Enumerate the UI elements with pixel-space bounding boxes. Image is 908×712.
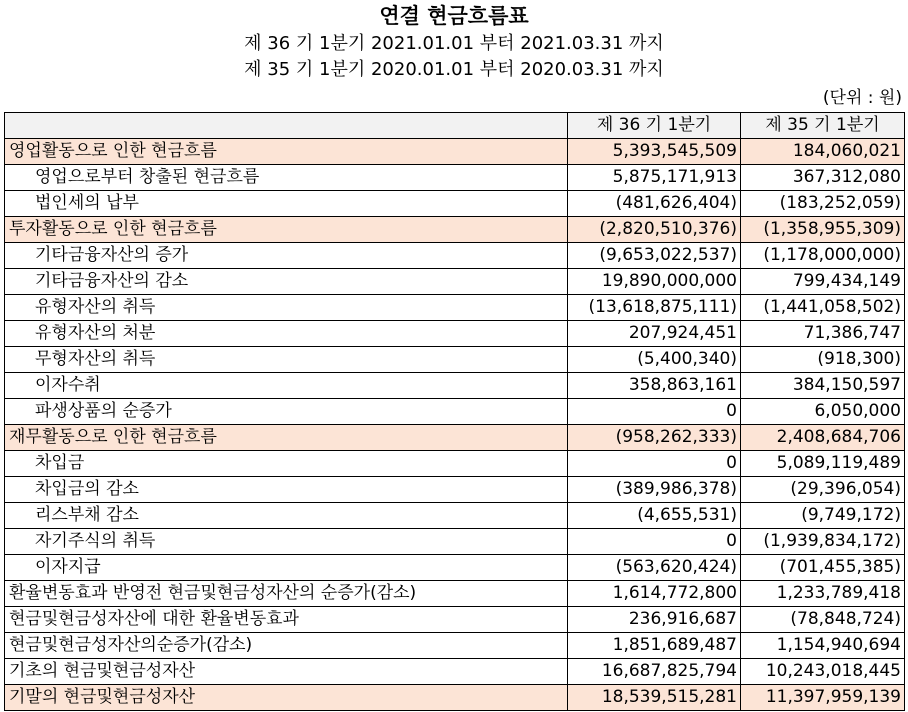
table-row [5,139,905,165]
prior-period-value: (1,441,058,502) [741,295,905,321]
table-row [5,659,905,685]
prior-period-value: (9,749,172) [741,503,905,529]
prior-period-value: 367,312,080 [741,165,905,191]
header-current-period: 제 36 기 1분기 [568,113,741,139]
row-label: 투자활동으로 인한 현금흐름 [5,217,568,243]
table-row [5,191,905,217]
prior-period-value: (29,396,054) [741,477,905,503]
table-row [5,607,905,633]
current-period-value: 358,863,161 [568,373,741,399]
prior-period-value: (1,358,955,309) [741,217,905,243]
prior-period-value: 184,060,021 [741,139,905,165]
table-row [5,373,905,399]
prior-period-value: (701,455,385) [741,555,905,581]
unit-label: (단위 : 원) [822,88,902,108]
current-period-value: 19,890,000,000 [568,269,741,295]
current-period-value: (389,986,378) [568,477,741,503]
current-period-value: (958,262,333) [568,425,741,451]
table-row [5,347,905,373]
current-period-value: 207,924,451 [568,321,741,347]
table-row [5,685,905,711]
current-period-value: (2,820,510,376) [568,217,741,243]
prior-period-value: 10,243,018,445 [741,659,905,685]
current-period-value: 236,916,687 [568,607,741,633]
prior-period-value: 71,386,747 [741,321,905,347]
current-period-value: (5,400,340) [568,347,741,373]
table-row [5,581,905,607]
row-label: 현금및현금성자산의순증가(감소) [5,633,568,659]
row-label: 기타금융자산의 감소 [5,269,568,295]
row-label: 영업으로부터 창출된 현금흐름 [5,165,568,191]
current-period-value: (9,653,022,537) [568,243,741,269]
prior-period-value: (183,252,059) [741,191,905,217]
row-label: 기말의 현금및현금성자산 [5,685,568,711]
period-prior: 제 35 기 1분기 2020.01.01 부터 2020.03.31 까지 [244,59,664,80]
prior-period-value: (1,939,834,172) [741,529,905,555]
row-label: 기초의 현금및현금성자산 [5,659,568,685]
current-period-value: (13,618,875,111) [568,295,741,321]
row-label: 차입금 [5,451,568,477]
row-label: 유형자산의 취득 [5,295,568,321]
table-row [5,477,905,503]
table-row [5,165,905,191]
table-row [5,217,905,243]
prior-period-value: 6,050,000 [741,399,905,425]
table-row [5,295,905,321]
prior-period-value: 384,150,597 [741,373,905,399]
prior-period-value: 11,397,959,139 [741,685,905,711]
header-label-cell [5,113,568,139]
cash-flow-table [4,112,905,711]
table-header-row [5,113,905,139]
prior-period-value: 1,233,789,418 [741,581,905,607]
table-row [5,243,905,269]
row-label: 기타금융자산의 증가 [5,243,568,269]
row-label: 파생상품의 순증가 [5,399,568,425]
current-period-value: 0 [568,451,741,477]
table-row [5,555,905,581]
table-row [5,425,905,451]
prior-period-value: (78,848,724) [741,607,905,633]
row-label: 리스부채 감소 [5,503,568,529]
row-label: 현금및현금성자산에 대한 환율변동효과 [5,607,568,633]
row-label: 재무활동으로 인한 현금흐름 [5,425,568,451]
current-period-value: 1,851,689,487 [568,633,741,659]
statement-title: 연결 현금흐름표 [379,4,529,28]
prior-period-value: (1,178,000,000) [741,243,905,269]
current-period-value: 0 [568,399,741,425]
row-label: 자기주식의 취득 [5,529,568,555]
current-period-value: 5,875,171,913 [568,165,741,191]
current-period-value: 16,687,825,794 [568,659,741,685]
table-row [5,321,905,347]
row-label: 영업활동으로 인한 현금흐름 [5,139,568,165]
table-row [5,399,905,425]
prior-period-value: (918,300) [741,347,905,373]
table-row [5,269,905,295]
prior-period-value: 5,089,119,489 [741,451,905,477]
row-label: 무형자산의 취득 [5,347,568,373]
prior-period-value: 1,154,940,694 [741,633,905,659]
current-period-value: 0 [568,529,741,555]
current-period-value: 1,614,772,800 [568,581,741,607]
prior-period-value: 799,434,149 [741,269,905,295]
row-label: 이자수취 [5,373,568,399]
current-period-value: (4,655,531) [568,503,741,529]
row-label: 이자지급 [5,555,568,581]
row-label: 차입금의 감소 [5,477,568,503]
table-row [5,529,905,555]
row-label: 법인세의 납부 [5,191,568,217]
row-label: 환율변동효과 반영전 현금및현금성자산의 순증가(감소) [5,581,568,607]
current-period-value: (481,626,404) [568,191,741,217]
table-row [5,633,905,659]
current-period-value: 5,393,545,509 [568,139,741,165]
current-period-value: (563,620,424) [568,555,741,581]
period-current: 제 36 기 1분기 2021.01.01 부터 2021.03.31 까지 [244,33,664,54]
table-row [5,451,905,477]
table-row [5,503,905,529]
current-period-value: 18,539,515,281 [568,685,741,711]
row-label: 유형자산의 처분 [5,321,568,347]
prior-period-value: 2,408,684,706 [741,425,905,451]
header-prior-period: 제 35 기 1분기 [741,113,905,139]
